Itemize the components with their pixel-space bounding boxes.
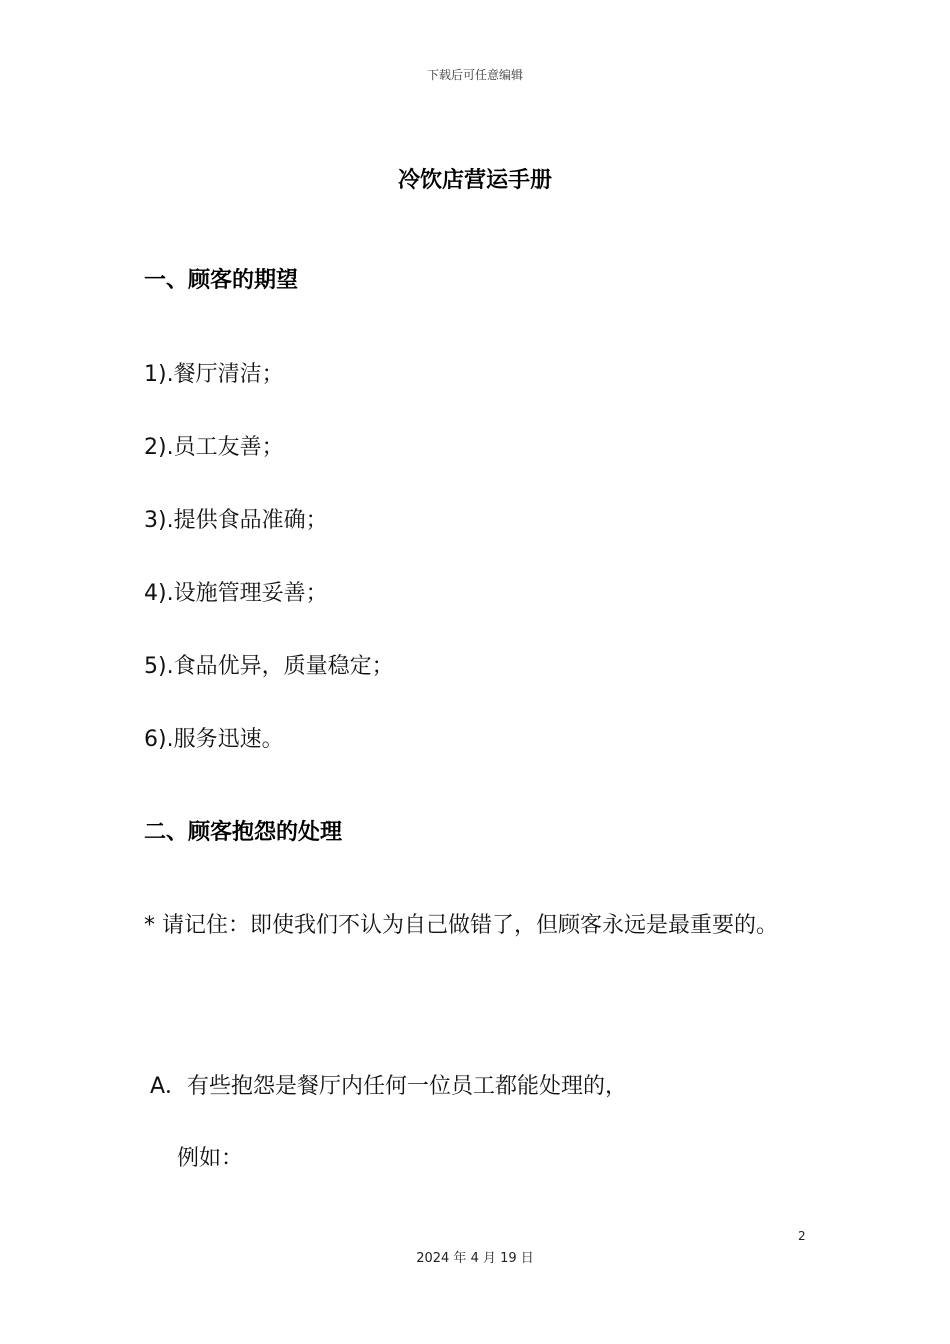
section-heading-complaint-handling: 二、顾客抱怨的处理 — [144, 820, 343, 845]
list-item: 6).服务迅速。 — [144, 727, 284, 752]
document-title: 冷饮店营运手册 — [397, 168, 552, 193]
example-label: 例如： — [177, 1146, 244, 1171]
page-header-note: 下载后可任意编辑 — [426, 68, 523, 82]
list-item: 5).食品优异，质量稳定； — [144, 654, 394, 679]
list-item: 3).提供食品准确； — [144, 508, 328, 533]
list-item: 4).设施管理妥善； — [144, 581, 328, 606]
list-item: 2).员工友善； — [144, 435, 284, 460]
point-a-text: A．有些抱怨是餐厅内任何一位员工都能处理的， — [150, 1074, 628, 1099]
list-item: 1).餐厅清洁； — [144, 362, 284, 387]
page-number: 2 — [798, 1229, 806, 1243]
footer-date: 2024 年 4 月 19 日 — [416, 1251, 534, 1266]
section-heading-customer-expectations: 一、顾客的期望 — [144, 268, 299, 293]
reminder-note: * 请记住：即使我们不认为自己做错了，但顾客永远是最重要的。 — [144, 913, 778, 938]
